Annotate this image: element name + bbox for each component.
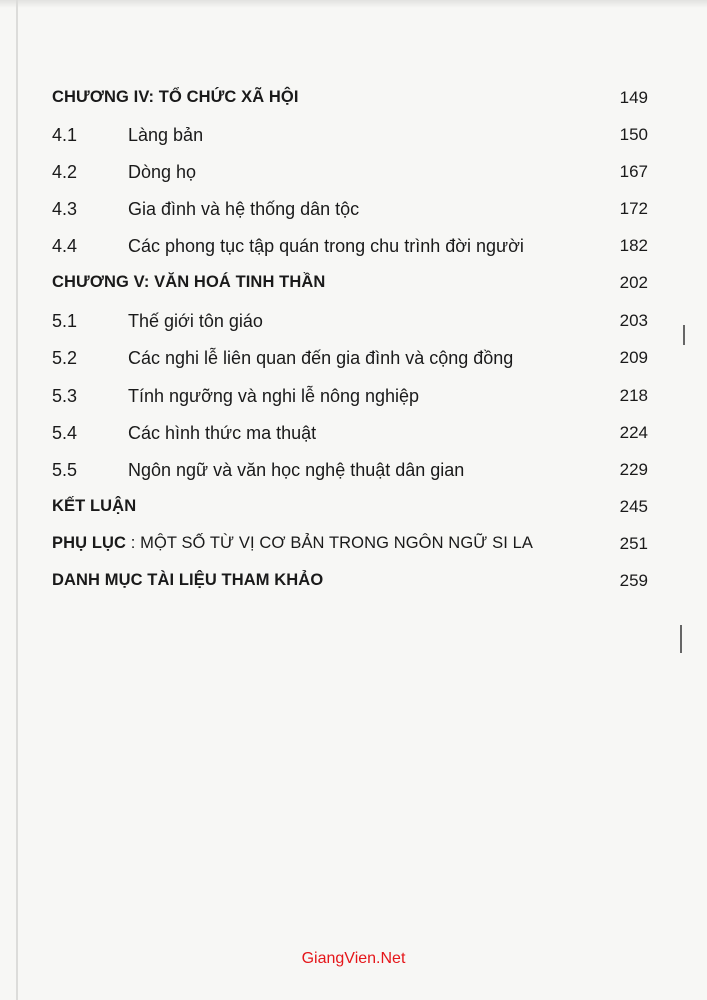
toc-item-number: 4.4 (52, 236, 78, 256)
toc-section-heading[interactable] (52, 497, 648, 521)
toc-title: Làng bản (128, 125, 204, 145)
toc-page-number: 224 (619, 423, 648, 442)
toc-title-rest: : MỘT SỐ TỪ VỊ CƠ BẢN TRONG NGÔN NGỮ SI LA (126, 534, 533, 552)
toc-title: KẾT LUẬN (52, 497, 137, 515)
toc-chapter-heading[interactable] (52, 273, 648, 297)
scan-mark (683, 325, 685, 345)
toc-title: Tính ngưỡng và nghi lễ nông nghiệp (128, 386, 420, 406)
toc-item[interactable] (52, 125, 648, 149)
toc-page-number: 167 (619, 162, 648, 181)
toc-title: Các phong tục tập quán trong chu trình đời người (128, 236, 524, 256)
toc-title: Dòng họ (128, 162, 197, 182)
toc-title-bold: PHỤ LỤC (52, 534, 127, 552)
toc-title: Các hình thức ma thuật (128, 423, 317, 443)
toc-item-number: 5.1 (52, 311, 78, 331)
toc-page-number: 172 (619, 199, 648, 218)
toc-item[interactable] (52, 348, 648, 372)
toc-item-number: 4.1 (52, 125, 78, 145)
toc-item-number: 4.3 (52, 199, 78, 219)
toc-item[interactable] (52, 386, 648, 410)
toc-title: CHƯƠNG V: VĂN HOÁ TINH THẦN (52, 273, 326, 291)
toc-item[interactable] (52, 199, 648, 223)
toc-page-number: 259 (619, 571, 648, 590)
toc-item[interactable] (52, 236, 648, 260)
toc-page-number: 150 (619, 125, 648, 144)
toc-page-number: 149 (619, 88, 648, 107)
toc-item-number: 5.2 (52, 348, 78, 368)
watermark-link[interactable]: GiangVien.Net (301, 950, 406, 967)
toc-item[interactable] (52, 162, 648, 186)
toc-chapter-heading[interactable] (52, 88, 648, 112)
toc-item[interactable] (52, 311, 648, 335)
toc-item[interactable] (52, 423, 648, 447)
toc-page-number: 245 (619, 497, 648, 516)
toc-page-number: 218 (619, 386, 648, 405)
toc-title: CHƯƠNG IV: TỔ CHỨC XÃ HỘI (52, 88, 299, 106)
toc-item-number: 5.3 (52, 386, 78, 406)
scan-mark (680, 625, 682, 653)
toc-title: Các nghi lễ liên quan đến gia đình và cộng đồng (128, 348, 514, 368)
toc-page-number: 251 (619, 534, 648, 553)
toc-title: Gia đình và hệ thống dân tộc (128, 199, 360, 219)
toc-item-number: 5.5 (52, 460, 78, 480)
toc-title: Thế giới tôn giáo (128, 311, 263, 331)
toc-page-number: 202 (619, 273, 648, 292)
toc-title (52, 534, 648, 553)
toc-item-number: 4.2 (52, 162, 78, 182)
toc-title: DANH MỤC TÀI LIỆU THAM KHẢO (52, 571, 324, 589)
toc-page-number: 182 (619, 236, 648, 255)
toc-section-heading[interactable] (52, 534, 648, 558)
toc-page-number: 209 (619, 348, 648, 367)
toc-item[interactable] (52, 460, 648, 484)
toc-page-number: 203 (619, 311, 648, 330)
toc-section-heading[interactable] (52, 571, 648, 595)
toc-title: Ngôn ngữ và văn học nghệ thuật dân gian (128, 460, 465, 480)
page-left-edge (16, 0, 18, 1000)
page-top-edge (0, 0, 707, 8)
toc-item-number: 5.4 (52, 423, 78, 443)
toc-page-number: 229 (619, 460, 648, 479)
